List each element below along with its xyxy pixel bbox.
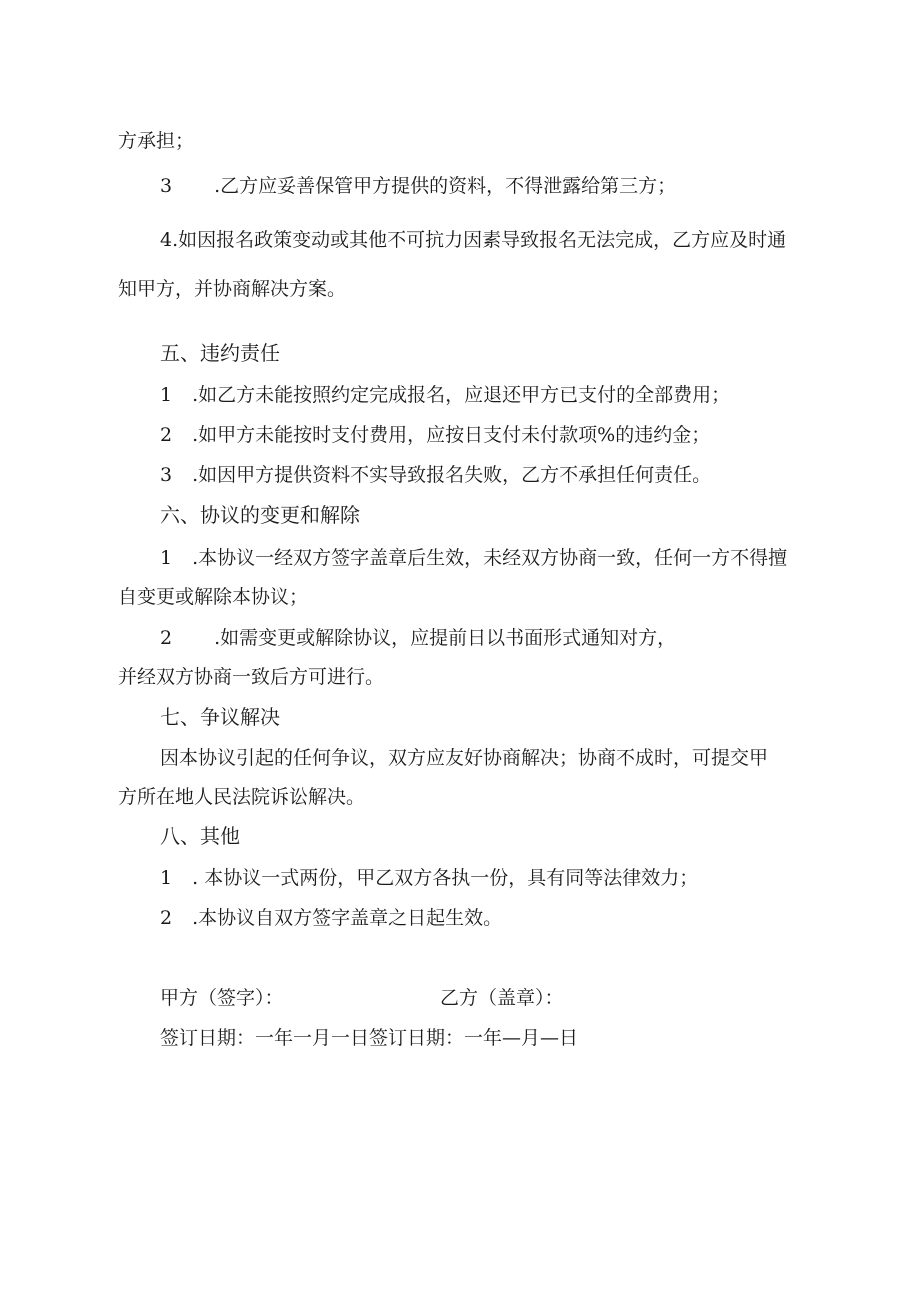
list-item — [160, 422, 710, 448]
list-item — [160, 625, 676, 651]
list-number: 2 — [160, 627, 173, 649]
text-line: 因本协议引起的任何争议，双方应友好协商解决；协商不成时，可提交甲 — [160, 747, 769, 769]
list-text: .本协议自双方签字盖章之日起生效。 — [192, 907, 503, 929]
list-number: 3 — [160, 464, 173, 486]
list-text: .乙方应妥善保管甲方提供的资料，不得泄露给第三方； — [214, 175, 677, 197]
list-text: .本协议一经双方签字盖章后生效，未经双方协商一致，任何一方不得擅 — [192, 547, 788, 569]
list-text: . 本协议一式两份，甲乙双方各执一份，具有同等法律效力； — [192, 867, 699, 889]
section-heading: 八、其他 — [160, 824, 240, 848]
list-text: .如甲方未能按时支付费用，应按日支付未付款项%的违约金； — [192, 424, 711, 446]
text-line: 方承担； — [118, 130, 195, 152]
text-line: 方所在地人民法院诉讼解决。 — [118, 786, 366, 808]
list-item — [160, 173, 676, 199]
section-heading: 五、违约责任 — [160, 341, 280, 365]
list-item — [160, 382, 730, 408]
text-line: 并经双方协商一致后方可进行。 — [118, 666, 385, 688]
list-number: 1 — [160, 384, 173, 406]
list-number: 1 — [160, 547, 173, 569]
signature-party-a: 甲方（签字）： — [160, 987, 284, 1009]
section-heading: 六、协议的变更和解除 — [160, 503, 360, 527]
list-item — [160, 545, 787, 571]
list-number: 2 — [160, 907, 173, 929]
signature-party-b: 乙方（盖章）： — [440, 987, 564, 1009]
list-number: 1 — [160, 867, 173, 889]
list-text: .如乙方未能按照约定完成报名，应退还甲方已支付的全部费用； — [192, 384, 731, 406]
list-number: 3 — [160, 175, 173, 197]
list-item — [160, 462, 711, 488]
text-line: 自变更或解除本协议； — [118, 586, 309, 608]
list-text: .如需变更或解除协议，应提前日以书面形式通知对方， — [214, 627, 677, 649]
list-item — [160, 865, 698, 891]
text-line: 知甲方，并协商解决方案。 — [118, 278, 347, 300]
list-number: 2 — [160, 424, 173, 446]
sign-date-line: 签订日期：一年一月一日签订日期：一年—月—日 — [160, 1027, 579, 1049]
list-item: 4.如因报名政策变动或其他不可抗力因素导致报名无法完成，乙方应及时通 — [160, 229, 787, 251]
list-text: .如因甲方提供资料不实导致报名失败，乙方不承担任何责任。 — [192, 464, 712, 486]
section-heading: 七、争议解决 — [160, 705, 280, 729]
list-item — [160, 905, 502, 931]
